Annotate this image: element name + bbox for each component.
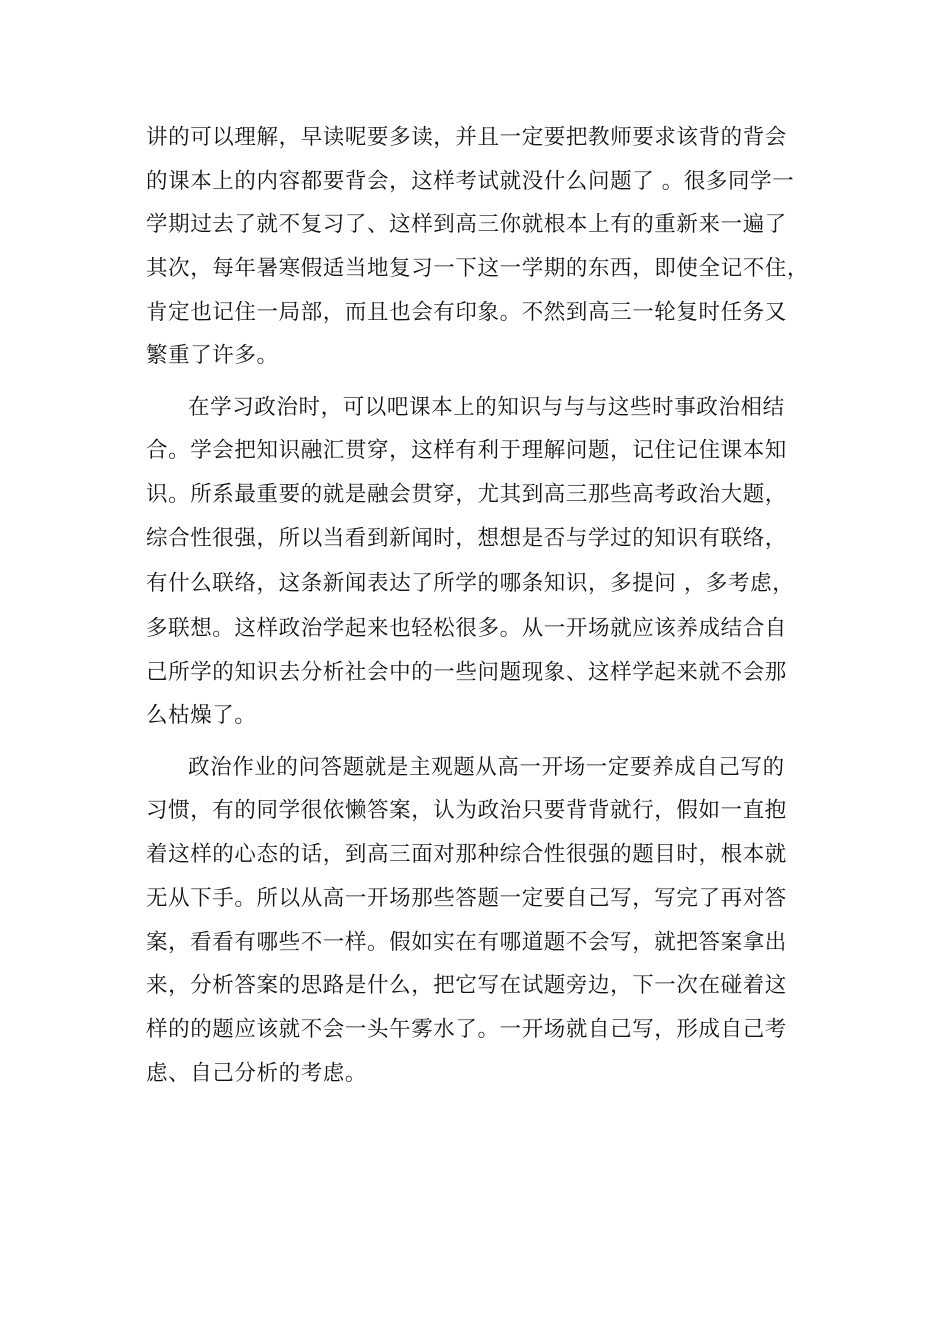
text-line: 么枯燥了。 <box>146 703 257 728</box>
text-line: 样的的题应该就不会一头午雾水了。一开场就自己写，形成自己考 <box>146 1017 787 1042</box>
text-line: 繁重了许多。 <box>146 343 279 368</box>
text-line: 无从下手。所以从高一开场那些答题一定要自己写，写完了再对答 <box>146 886 787 911</box>
text-line: 政治作业的问答题就是主观题从高一开场一定要养成自己写的 <box>188 755 785 780</box>
text-line: 综合性很强，所以当看到新闻时，想想是否与学过的知识有联络， <box>146 526 787 551</box>
text-line: 虑、自己分析的考虑。 <box>146 1061 368 1086</box>
text-line: 己所学的知识去分析社会中的一些问题现象、这样学起来就不会那 <box>146 660 787 685</box>
text-line: 讲的可以理解，早读呢要多读，并且一定要把教师要求该背的背会 <box>146 125 787 150</box>
text-line: 其次，每年暑寒假适当地复习一下这一学期的东西，即使全记不住， <box>146 256 810 281</box>
text-line: 着这样的心态的话，到高三面对那种综合性很强的题目时，根本就 <box>146 842 787 867</box>
text-line: 识。所系最重要的就是融会贯穿，尤其到高三那些高考政治大题， <box>146 482 787 507</box>
text-line: 习惯，有的同学很依懒答案，认为政治只要背背就行，假如一直抱 <box>146 798 787 823</box>
text-line: 学期过去了就不复习了、这样到高三你就根本上有的重新来一遍了 <box>146 212 787 237</box>
text-line: 多联想。这样政治学起来也轻松很多。从一开场就应该养成结合自 <box>146 616 787 641</box>
text-line: 合。学会把知识融汇贯穿，这样有利于理解问题，记住记住课本知 <box>146 438 787 463</box>
text-line: 肯定也记住一局部，而且也会有印象。不然到高三一轮复时任务又 <box>146 300 787 325</box>
text-line: 来，分析答案的思路是什么，把它写在试题旁边，下一次在碰着这 <box>146 973 787 998</box>
text-line: 的课本上的内容都要背会，这样考试就没什么问题了 。很多同学一 <box>146 169 795 194</box>
text-line: 在学习政治时，可以吧课本上的知识与与与这些时事政治相结 <box>188 395 785 420</box>
text-line: 案，看看有哪些不一样。假如实在有哪道题不会写，就把答案拿出 <box>146 930 787 955</box>
text-line: 有什么联络，这条新闻表达了所学的哪条知识，多提问 ，多考虑， <box>146 571 795 596</box>
